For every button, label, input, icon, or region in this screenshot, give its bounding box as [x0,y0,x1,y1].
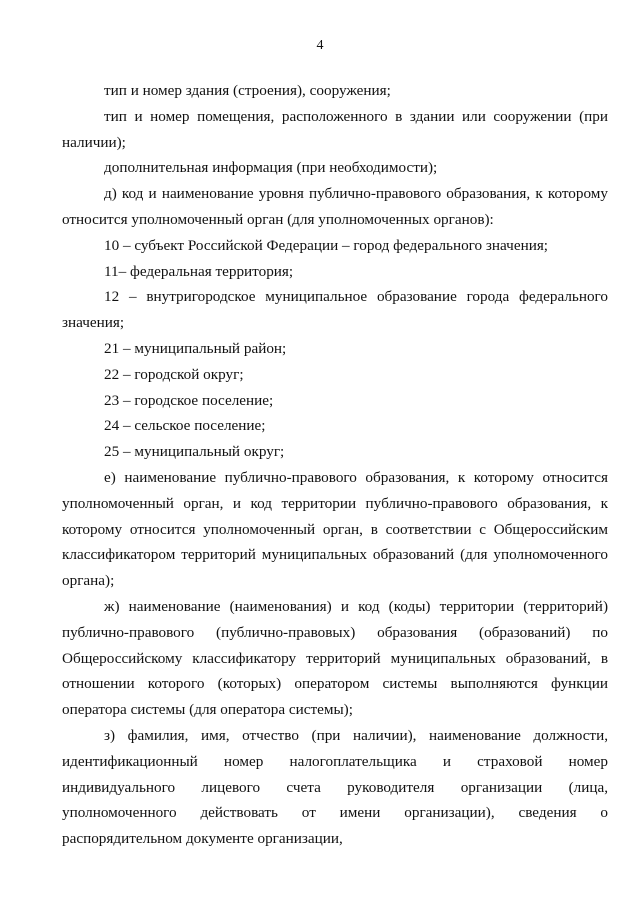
page-number: 4 [316,38,324,53]
paragraph-room-type: тип и номер помещения, расположенного в здании или сооружении (при наличии); [62,107,608,151]
paragraph-item-zh: ж) наименование (наименования) и код (коды) территории (территорий) публично-правового (публично-правовых) образования (образований) по Общероссийскому классификатору территорий муниципальных образований, в отношении которого (которых) оператором системы выполняются функции оператора системы (для оператора системы); [62,597,608,719]
paragraph-code-11: 11– федеральная территория; [104,262,294,280]
paragraph-code-21: 21 – муниципальный район; [104,339,287,357]
paragraph-code-22: 22 – городской округ; [104,365,244,383]
document-body [62,78,608,852]
paragraph-code-23: 23 – городское поселение; [104,391,274,409]
paragraph-item-e: е) наименование публично-правового образования, к которому относится уполномоченный орган, и код территории публично-правового образования, к которому относится уполномоченный орган, в соответствии с Общероссийским классификатором территорий муниципальных образований (для уполномоченного органа); [62,468,608,590]
paragraph-additional-info: дополнительная информация (при необходимости); [104,159,438,177]
paragraph-item-z: з) фамилия, имя, отчество (при наличии), наименование должности, идентификационный номер налогоплательщика и страховой номер индивидуального лицевого счета руководителя организации (лица, уполномоченного действовать от имени организации), сведения о распорядительном документе организации, [62,726,608,848]
paragraph-item-d: д) код и наименование уровня публично-правового образования, к которому относится уполномоченный орган (для уполномоченных органов): [62,185,608,228]
paragraph-code-24: 24 – сельское поселение; [104,417,266,435]
paragraph-code-12: 12 – внутригородское муниципальное образование города федерального значения; [62,288,608,332]
paragraph-code-10: 10 – субъект Российской Федерации – город федерального значения; [104,236,549,254]
paragraph-building-type: тип и номер здания (строения), сооружения; [104,82,391,99]
paragraph-code-25: 25 – муниципальный округ; [104,443,285,461]
